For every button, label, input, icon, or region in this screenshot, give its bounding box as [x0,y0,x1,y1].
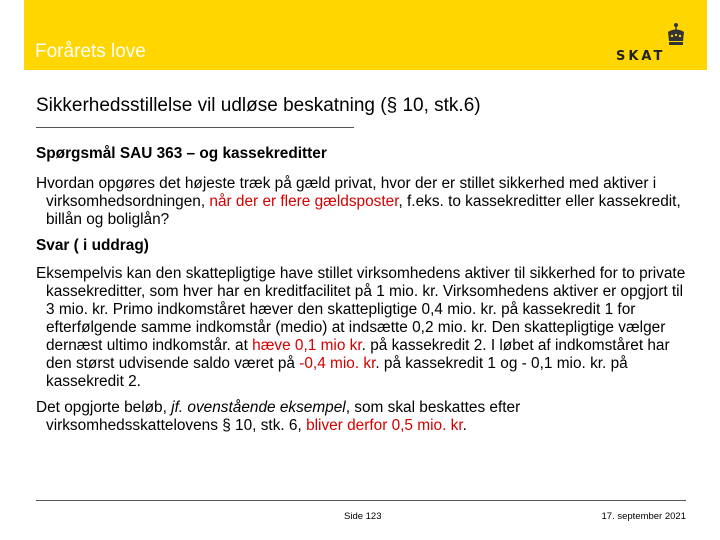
slide-content [36,145,686,435]
question-paragraph [36,175,686,229]
answer-p2-text-b: , som skal beskattes efter virksomhedsskattelovens § 10, stk. 6, [46,399,521,434]
crown-icon [666,22,686,48]
answer-heading: Svar ( i uddrag) [36,237,149,254]
answer-p1-highlight-1: hæve 0,1 mio kr [252,337,362,354]
presentation-title: Forårets love [35,41,146,62]
answer-p2-text-c: . [462,417,467,434]
answer-p1-highlight-2: -0,4 mio. kr [299,355,376,372]
skat-logo [616,22,694,68]
answer-p2-highlight: bliver derfor 0,5 mio. kr [306,417,463,434]
footer-divider [36,500,686,501]
subtitle-divider [36,127,354,128]
slide-subtitle: Sikkerhedsstillelse vil udløse beskatning (§ 10, stk.6) [36,95,481,116]
answer-p2-text-a: Det opgjorte beløb, [36,399,172,416]
page-number: Side 123 [344,511,382,522]
answer-p1-text-b: . på kassekredit 2. I løbet af indkomståret har den størst udvisende saldo været på [46,337,670,372]
answer-p1-text-c: . på kassekredit 1 og - 0,1 mio. kr. på kassekredit 2. [46,355,628,390]
footer-date: 17. september 2021 [601,511,686,522]
header-banner [24,0,707,70]
answer-p2-italic: jf. ovenstående eksempel [171,399,346,416]
answer-paragraph-2 [36,399,686,435]
logo-text: SKAT [616,49,666,64]
question-highlight: når der er flere gældsposter [209,193,399,210]
question-heading: Spørgsmål SAU 363 – og kassekreditter [36,145,327,162]
question-text-1: Hvordan opgøres det højeste træk på gæld privat, hvor der er stillet sikkerhed med aktiver i virksomhedsordningen, [36,175,657,210]
question-text-2: , f.eks. to kassekreditter eller kassekredit, billån og boliglån? [46,193,681,228]
answer-p1-text-a: Eksempelvis kan den skattepligtige have stillet virksomhedens aktiver til sikkerhed for to private kassekreditter, som hver har en kreditfacilitet på 1 mio. kr. Virksomhedens aktiver er opgjort til 3 mio. kr. Primo indkomståret hæver den skattepligtige 0,4 mio. kr. på kassekredit 1 for efterfølgende samme indkomstår (medio) at indsætte 0,2 mio. kr. Den skattepligtige vælger dernæst ultimo indkomstår. at [36,265,686,354]
answer-paragraph-1 [36,265,686,391]
